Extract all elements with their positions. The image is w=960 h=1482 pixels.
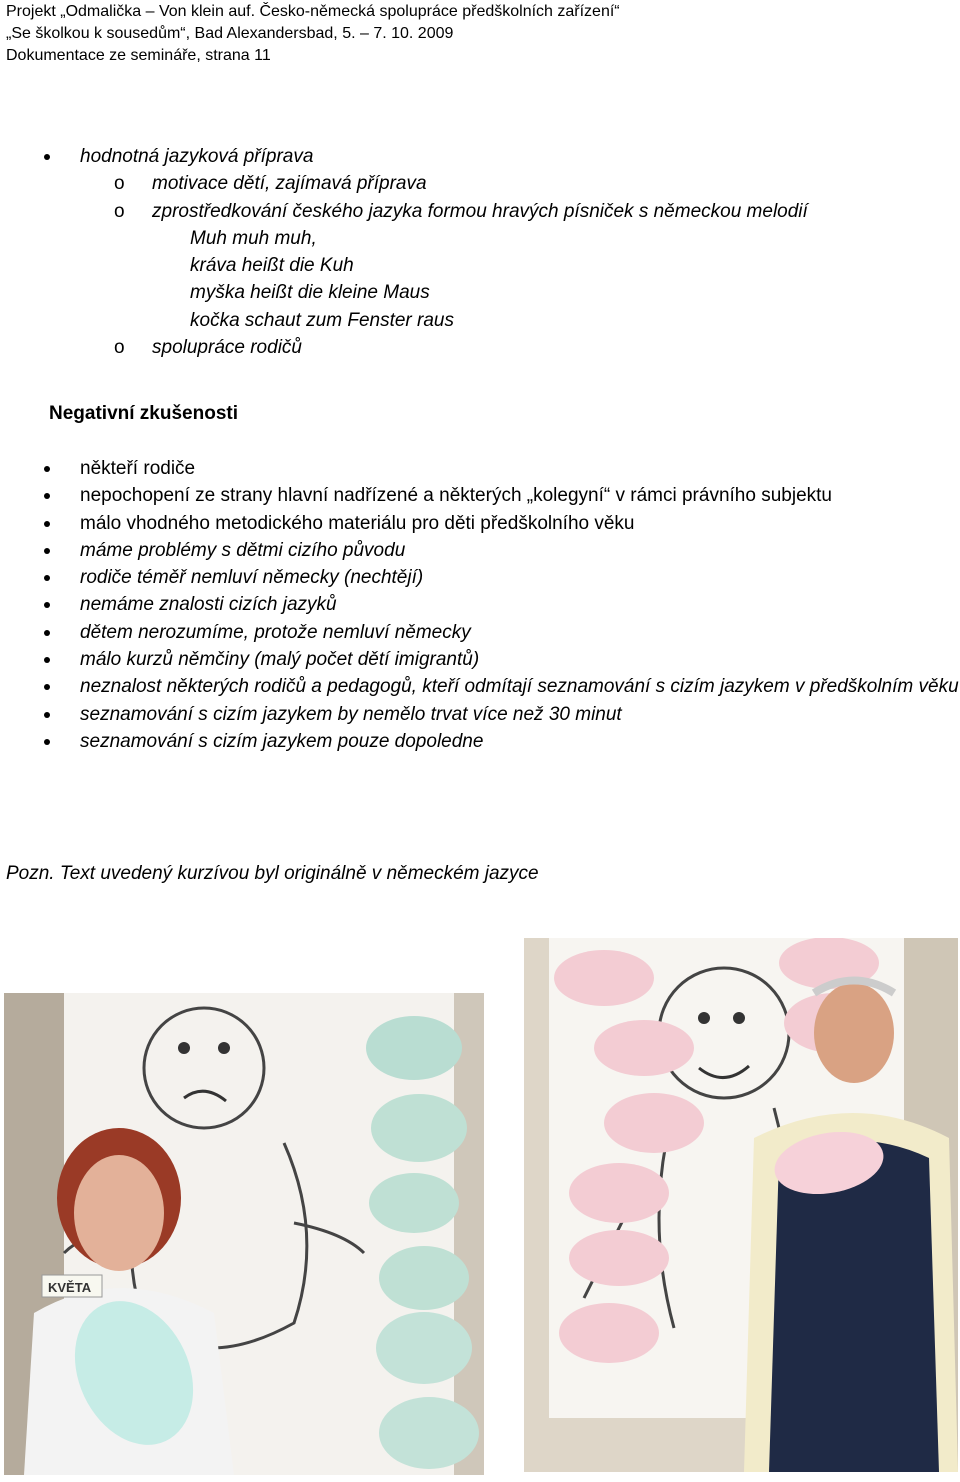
photo-workshop-man	[524, 938, 958, 1472]
list-item: rodiče téměř nemluví německy (nechtějí)	[0, 564, 959, 591]
header-line-1: Projekt „Odmalička – Von klein auf. Česko-německá spolupráce předškolních zařízení“	[6, 3, 620, 20]
song-line: Muh muh muh,	[190, 227, 317, 249]
photo-workshop-woman	[4, 993, 484, 1475]
list-item-text: hodnotná jazyková příprava	[80, 146, 314, 167]
name-tag: KVĚTA	[48, 1280, 92, 1295]
negative-list	[0, 455, 959, 755]
photo-illustration	[524, 938, 958, 1472]
sub-list-item	[0, 334, 808, 361]
header-line-2: „Se školkou k sousedům“, Bad Alexandersbad, 5. – 7. 10. 2009	[6, 25, 454, 42]
photo-illustration	[4, 993, 484, 1475]
translation-note: Pozn. Text uvedený kurzívou byl originálně v německém jazyce	[6, 863, 539, 884]
section-heading: Negativní zkušenosti	[49, 403, 238, 424]
sub-list-item	[0, 170, 808, 197]
list-item: někteří rodiče	[0, 455, 959, 482]
list-item: seznamování s cizím jazykem pouze dopoledne	[0, 728, 959, 755]
positive-list	[0, 143, 808, 361]
sub-bullet: o	[114, 200, 125, 222]
song-line: kočka schaut zum Fenster raus	[190, 309, 454, 331]
sub-list-item	[0, 198, 808, 225]
list-item: seznamování s cizím jazykem by nemělo trvat více než 30 minut	[0, 701, 959, 728]
sub-bullet: o	[114, 173, 125, 195]
list-item: máme problémy s dětmi cizího původu	[0, 537, 959, 564]
song-line: kráva heißt die Kuh	[190, 255, 354, 277]
song-line: myška heißt die kleine Maus	[190, 282, 430, 304]
list-item: málo kurzů němčiny (malý počet dětí imigrantů)	[0, 646, 959, 673]
sub-list-text: spolupráce rodičů	[152, 337, 302, 359]
sub-bullet: o	[114, 337, 125, 359]
sub-list-text: motivace dětí, zajímavá příprava	[152, 173, 427, 195]
header-line-3: Dokumentace ze semináře, strana 11	[6, 47, 271, 64]
list-item: nemáme znalosti cizích jazyků	[0, 591, 959, 618]
list-item: málo vhodného metodického materiálu pro děti předškolního věku	[0, 510, 959, 537]
list-item: neznalost některých rodičů a pedagogů, kteří odmítají seznamování s cizím jazykem v předškolním věku	[0, 673, 959, 700]
list-item	[0, 143, 808, 170]
list-item: nepochopení ze strany hlavní nadřízené a některých „kolegyní“ v rámci právního subjektu	[0, 482, 959, 509]
sub-list-text: zprostředkování českého jazyka formou hravých písniček s německou melodií	[152, 200, 808, 222]
list-item: dětem nerozumíme, protože nemluví německy	[0, 619, 959, 646]
document-header	[6, 1, 620, 67]
